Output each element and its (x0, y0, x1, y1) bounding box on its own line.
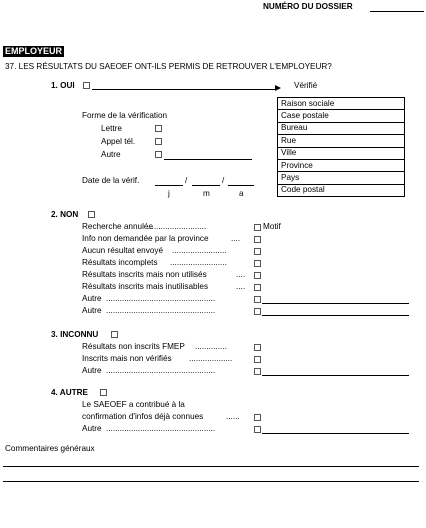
verified-item[interactable]: Ville (278, 147, 405, 159)
date-separator: / (222, 176, 225, 185)
non-checkbox[interactable] (88, 211, 95, 218)
leader-dots: ................... (189, 354, 233, 363)
non-item-checkbox[interactable] (254, 248, 261, 255)
leader-dots: .... (231, 234, 241, 243)
date-part-label: a (239, 189, 244, 198)
verified-item[interactable]: Code postal (278, 184, 405, 196)
leader-dots: ........................ (172, 246, 227, 255)
non-item-label: Recherche annulée (82, 222, 154, 231)
form-option-label: Appel tél. (101, 137, 136, 146)
inconnu-item-label: Autre (82, 366, 102, 375)
form-option-label: Autre (101, 150, 121, 159)
autre-item-checkbox[interactable] (254, 426, 261, 433)
form-option-checkbox[interactable] (155, 125, 162, 132)
verified-item[interactable]: Province (278, 159, 405, 171)
leader-dots: ...... (226, 412, 240, 421)
leader-dots: .... (236, 270, 246, 279)
date-label: Date de la vérif. (82, 176, 140, 185)
non-other-field[interactable] (262, 315, 409, 316)
comments-line[interactable] (3, 466, 419, 467)
non-other-field[interactable] (262, 303, 409, 304)
oui-label: 1. OUI (51, 81, 75, 90)
inconnu-other-field[interactable] (262, 375, 409, 376)
date-month-field[interactable] (192, 185, 220, 186)
inconnu-label: 3. INCONNU (51, 330, 99, 339)
date-year-field[interactable] (228, 185, 254, 186)
question-text: 37. LES RÉSULTATS DU SAEOEF ONT-ILS PERMIS DE RETROUVER L'EMPLOYEUR? (5, 62, 332, 71)
verified-item[interactable]: Bureau (278, 122, 405, 134)
non-item-label: Résultats inscrits mais inutilisables (82, 282, 209, 291)
autre-item-label: Autre (82, 424, 102, 433)
non-item-label: Autre (82, 306, 102, 315)
form-title: Forme de la vérification (82, 111, 168, 120)
leader-dots: .... (236, 282, 246, 291)
non-item-checkbox[interactable] (254, 284, 261, 291)
dossier-number-label: NUMÉRO DU DOSSIER (263, 2, 353, 11)
form-option-checkbox[interactable] (155, 138, 162, 145)
verified-item[interactable]: Pays (278, 172, 405, 184)
non-item-label: Résultats incomplets (82, 258, 158, 267)
non-label: 2. NON (51, 210, 79, 219)
autre-other-field[interactable] (262, 433, 409, 434)
form-option-label: Lettre (101, 124, 122, 133)
arrow-right-icon (275, 85, 281, 91)
inconnu-checkbox[interactable] (111, 331, 118, 338)
non-item-checkbox[interactable] (254, 308, 261, 315)
verified-item[interactable]: Case postale (278, 110, 405, 122)
comments-label: Commentaires généraux (5, 444, 95, 453)
date-day-field[interactable] (155, 185, 183, 186)
autre-item-label: Le SAEOEF a contribué à la (82, 400, 185, 409)
form-option-checkbox[interactable] (155, 151, 162, 158)
date-part-label: j (168, 189, 170, 198)
inconnu-item-label: Résultats non inscrits FMEP (82, 342, 185, 351)
leader-dots: .......................... (147, 222, 207, 231)
oui-checkbox[interactable] (83, 82, 90, 89)
date-separator: / (185, 176, 188, 185)
autre-label: 4. AUTRE (51, 388, 88, 397)
inconnu-item-checkbox[interactable] (254, 356, 261, 363)
inconnu-item-checkbox[interactable] (254, 344, 261, 351)
non-item-label: Aucun résultat envoyé (82, 246, 164, 255)
inconnu-item-checkbox[interactable] (254, 368, 261, 375)
form-other-field[interactable] (164, 159, 252, 160)
comments-line[interactable] (3, 481, 419, 482)
date-part-label: m (203, 189, 210, 198)
non-item-checkbox[interactable] (254, 236, 261, 243)
motif-label: Motif (263, 222, 281, 231)
non-item-checkbox[interactable] (254, 272, 261, 279)
inconnu-item-label: Inscrits mais non vérifiés (82, 354, 172, 363)
leader-dots: ................................................ (106, 366, 216, 375)
oui-pointer-line (92, 89, 275, 90)
non-item-checkbox[interactable] (254, 224, 261, 231)
leader-dots: ................................................ (106, 424, 216, 433)
verified-item[interactable]: Rue (278, 135, 405, 147)
non-item-label: Autre (82, 294, 102, 303)
verified-table (277, 97, 405, 197)
non-item-checkbox[interactable] (254, 296, 261, 303)
leader-dots: ......................... (170, 258, 227, 267)
non-item-label: Info non demandée par la province (82, 234, 209, 243)
leader-dots: .............. (195, 342, 227, 351)
autre-item-checkbox[interactable] (254, 414, 261, 421)
verified-title: Vérifié (294, 81, 318, 90)
autre-checkbox[interactable] (100, 389, 107, 396)
verified-item[interactable]: Raison sociale (278, 98, 405, 110)
autre-item-label: confirmation d'infos déjà connues (82, 412, 204, 421)
dossier-number-field[interactable] (370, 11, 424, 12)
non-item-label: Résultats inscrits mais non utilisés (82, 270, 207, 279)
leader-dots: ................................................ (106, 306, 216, 315)
non-item-checkbox[interactable] (254, 260, 261, 267)
section-title: EMPLOYEUR (5, 46, 63, 56)
leader-dots: ................................................ (106, 294, 216, 303)
